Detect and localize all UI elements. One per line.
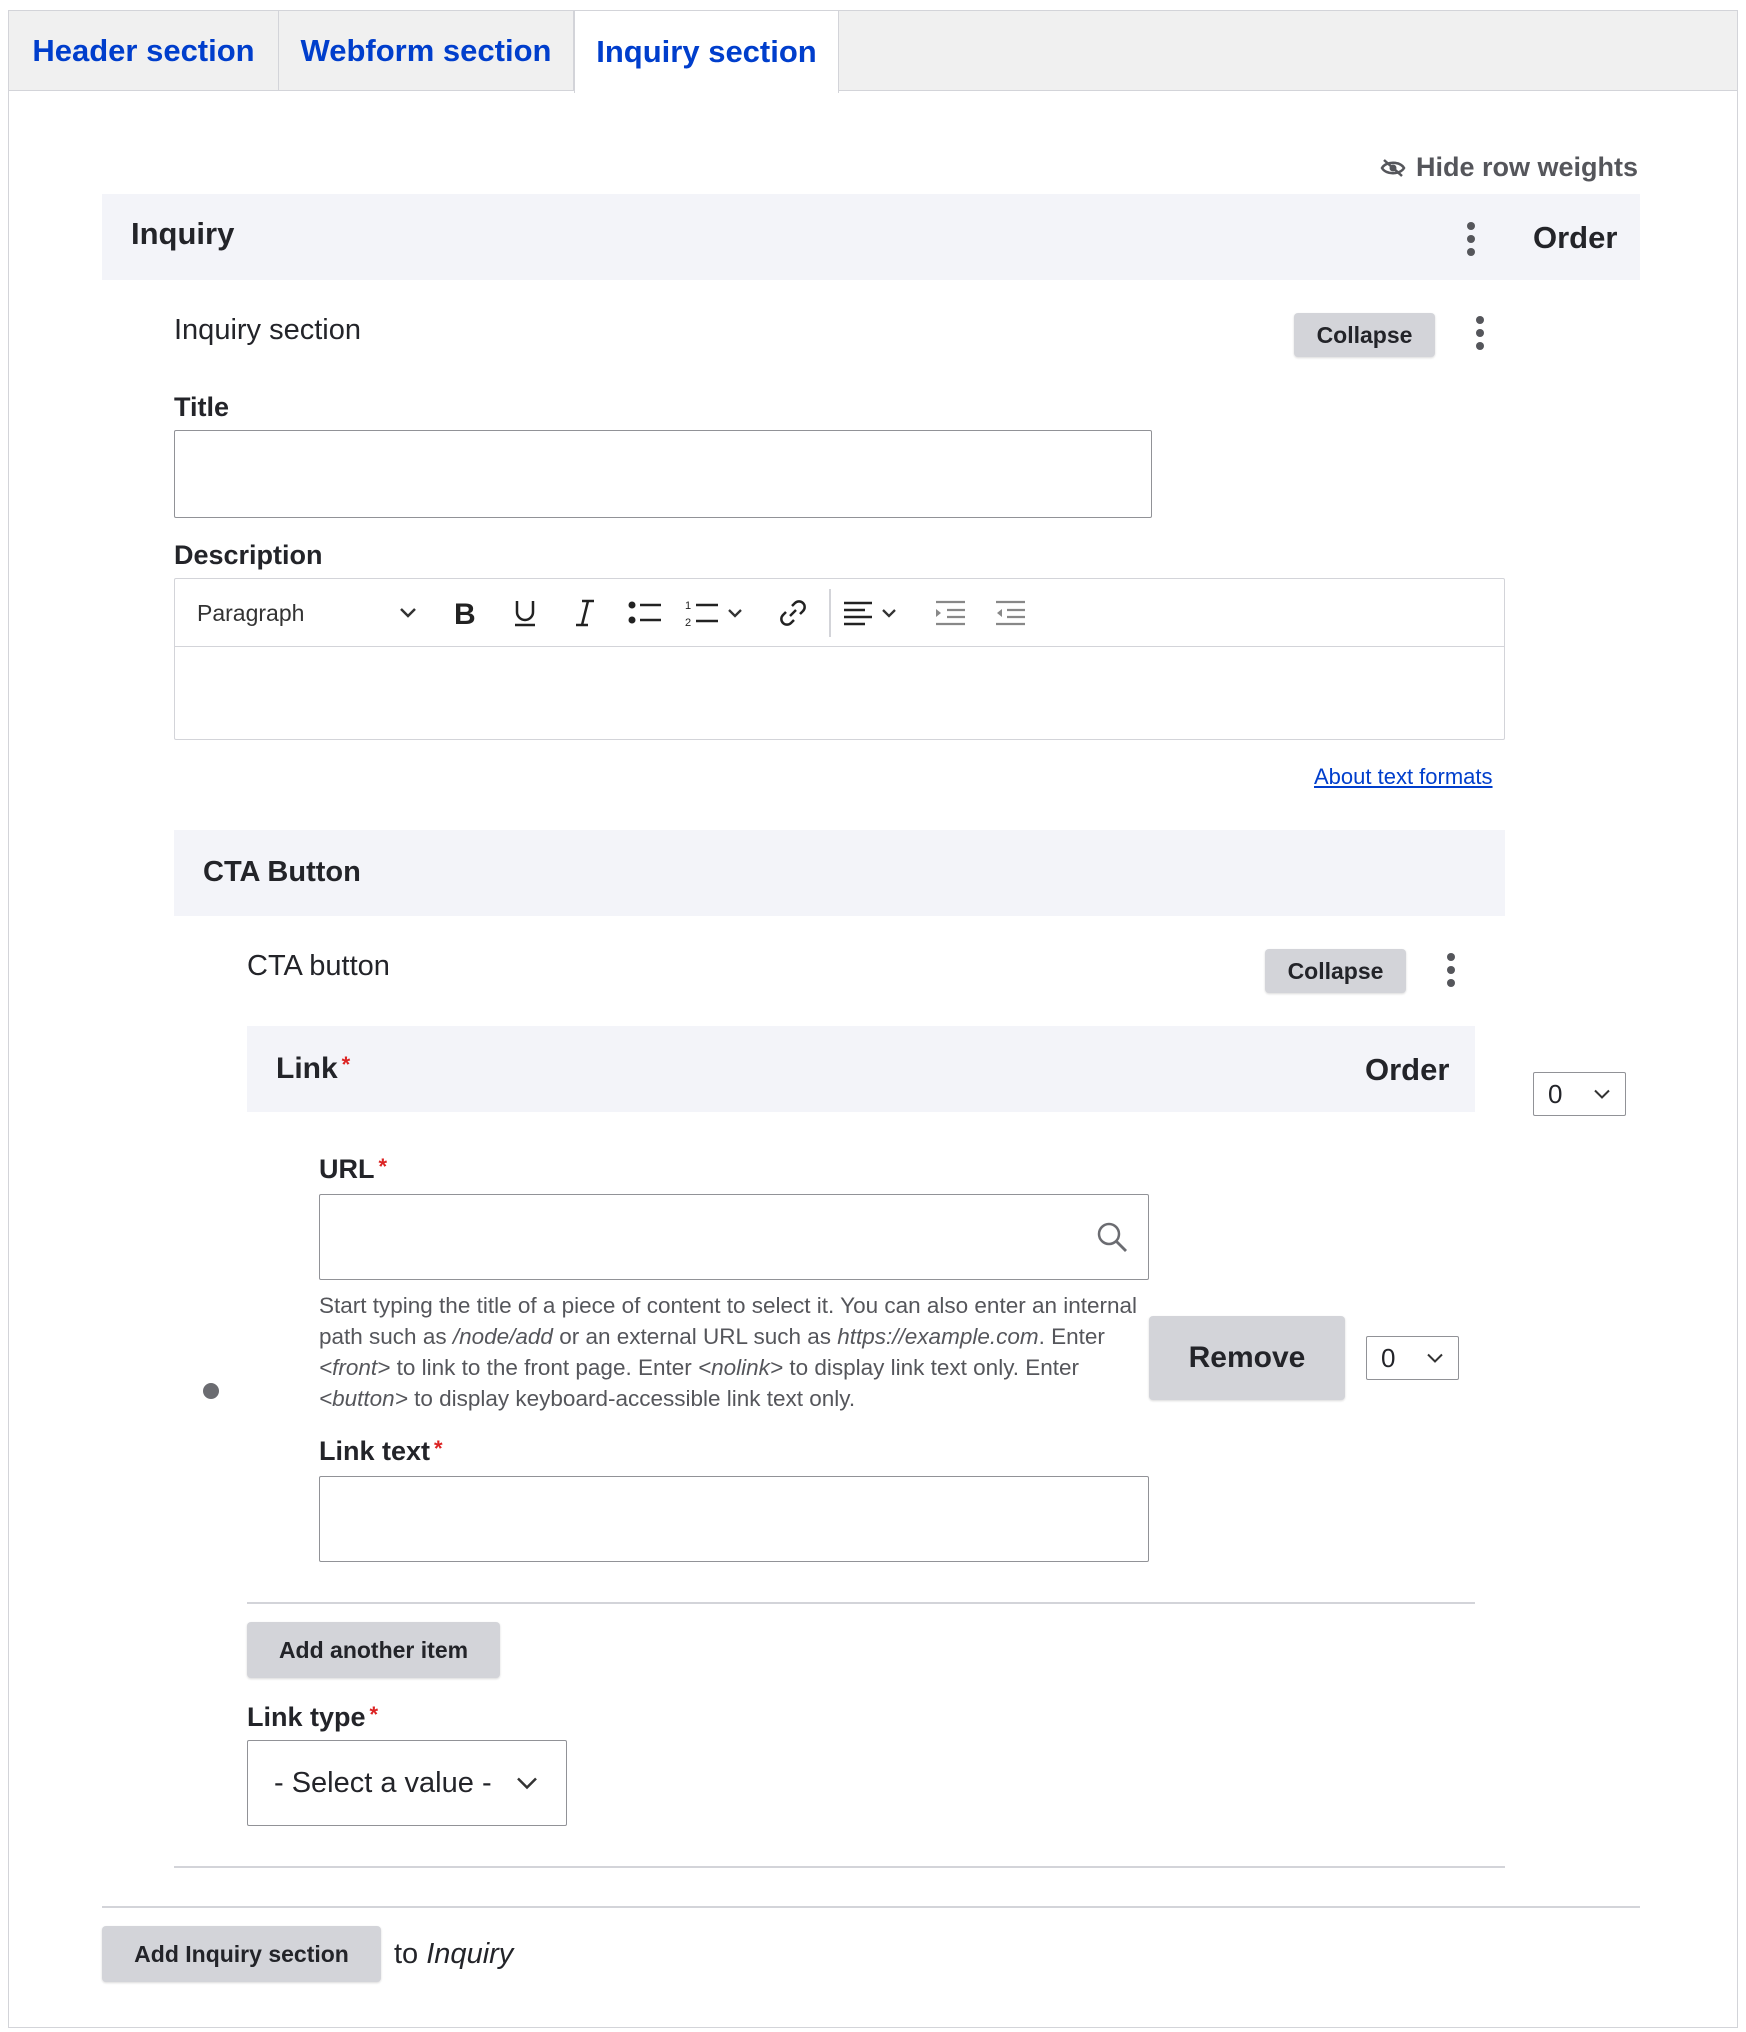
link-type-label-text: Link type — [247, 1702, 366, 1732]
chevron-down-icon — [1426, 1353, 1444, 1364]
required-marker: * — [369, 1702, 379, 1727]
required-marker: * — [378, 1154, 388, 1179]
svg-text:B: B — [454, 599, 476, 627]
link-text-label — [319, 1436, 443, 1467]
url-help-part: to display keyboard-accessible link text only. — [407, 1386, 856, 1411]
link-text-input[interactable] — [319, 1476, 1149, 1562]
chevron-down-icon — [727, 608, 743, 618]
paragraph-format-select[interactable] — [197, 593, 417, 633]
outdent-icon[interactable] — [990, 593, 1030, 633]
add-suffix: to — [394, 1938, 419, 1970]
toolbar-separator — [829, 589, 831, 637]
tab-header-section[interactable]: Header section — [9, 11, 279, 91]
required-marker: * — [341, 1052, 351, 1077]
hide-row-weights-label: Hide row weights — [1415, 152, 1638, 182]
link-type-selected: - Select a value - — [274, 1766, 492, 1799]
inquiry-heading: Inquiry — [131, 216, 235, 251]
chevron-down-icon — [881, 608, 897, 618]
paragraph-type-label: Inquiry section — [174, 314, 361, 346]
bold-icon[interactable] — [445, 593, 485, 633]
link-icon[interactable] — [773, 593, 813, 633]
hide-row-weights-toggle[interactable] — [1380, 152, 1638, 183]
align-icon[interactable] — [843, 593, 913, 633]
item-weight-select[interactable] — [1366, 1336, 1459, 1380]
description-editor — [174, 578, 1505, 740]
link-type-select[interactable] — [247, 1740, 567, 1826]
url-help-example: <front> — [319, 1355, 391, 1380]
remove-button[interactable]: Remove — [1149, 1316, 1345, 1400]
url-help-part: to display link text only. Enter — [783, 1355, 1080, 1380]
url-help-example: <button> — [319, 1386, 408, 1411]
url-help-example: <nolink> — [698, 1355, 784, 1380]
add-another-item-button[interactable]: Add another item — [247, 1622, 500, 1678]
svg-text:2: 2 — [685, 617, 692, 628]
link-order-label: Order — [1365, 1052, 1450, 1087]
inquiry-table-header — [102, 194, 1640, 280]
link-table-header — [247, 1026, 1475, 1112]
description-label: Description — [174, 540, 323, 570]
about-text-formats-link[interactable]: About text formats — [1314, 764, 1493, 789]
italic-icon[interactable] — [565, 593, 605, 633]
url-help-example: /node/add — [452, 1324, 553, 1349]
item-weight-value: 0 — [1381, 1342, 1396, 1373]
description-editable-area[interactable] — [175, 647, 1504, 739]
title-label: Title — [174, 392, 230, 422]
editor-toolbar — [175, 579, 1504, 647]
link-heading — [276, 1052, 350, 1086]
required-marker: * — [434, 1436, 443, 1461]
chevron-down-icon — [1593, 1089, 1611, 1100]
link-type-label — [247, 1702, 378, 1733]
svg-text:1: 1 — [685, 600, 692, 612]
inquiry-actions-menu-icon[interactable] — [1465, 222, 1477, 256]
paragraph-format-value: Paragraph — [197, 599, 305, 626]
search-icon — [1096, 1221, 1128, 1253]
add-target-text — [394, 1938, 513, 1971]
divider — [247, 1602, 1475, 1604]
cta-weight-select[interactable] — [1533, 1072, 1626, 1116]
link-heading-text: Link — [276, 1052, 338, 1085]
url-help-example: https://example.com — [837, 1324, 1039, 1349]
link-text-label-text: Link text — [319, 1436, 431, 1466]
paragraph-actions-menu-icon[interactable] — [1474, 316, 1486, 350]
url-help-text — [319, 1290, 1149, 1414]
tab-bar — [9, 11, 1737, 91]
chevron-down-icon — [399, 607, 417, 619]
eye-slash-icon — [1380, 157, 1406, 179]
collapse-button[interactable]: Collapse — [1294, 313, 1435, 357]
url-help-part: to link to the front page. Enter — [390, 1355, 698, 1380]
cta-header — [174, 830, 1505, 916]
url-label-text: URL — [319, 1154, 375, 1184]
title-input[interactable] — [174, 430, 1152, 518]
tab-webform-section[interactable]: Webform section — [279, 11, 574, 91]
cta-weight-value: 0 — [1548, 1078, 1563, 1109]
url-help-part: . Enter — [1038, 1324, 1105, 1349]
cta-actions-menu-icon[interactable] — [1445, 953, 1457, 987]
cta-type-label: CTA button — [247, 950, 390, 982]
cta-collapse-button[interactable]: Collapse — [1265, 949, 1406, 993]
inquiry-order-label: Order — [1533, 220, 1618, 255]
indent-icon[interactable] — [930, 593, 970, 633]
divider — [102, 1906, 1640, 1908]
divider — [174, 1866, 1505, 1868]
drag-handle-icon[interactable] — [203, 1383, 219, 1399]
cta-heading: CTA Button — [203, 856, 361, 888]
url-help-part: or an external URL such as — [552, 1324, 838, 1349]
url-label — [319, 1154, 387, 1185]
numbered-list-icon[interactable] — [685, 593, 755, 633]
bulleted-list-icon[interactable] — [625, 593, 665, 633]
underline-icon[interactable] — [505, 593, 545, 633]
url-help-part: Start typing the title of a piece of content to select it. You can also enter an internal path such as — [319, 1293, 1138, 1349]
tab-inquiry-section[interactable]: Inquiry section — [574, 11, 839, 93]
add-target: Inquiry — [426, 1938, 514, 1970]
add-inquiry-section-button[interactable]: Add Inquiry section — [102, 1926, 381, 1982]
url-input[interactable] — [319, 1194, 1149, 1280]
chevron-down-icon — [516, 1777, 538, 1790]
